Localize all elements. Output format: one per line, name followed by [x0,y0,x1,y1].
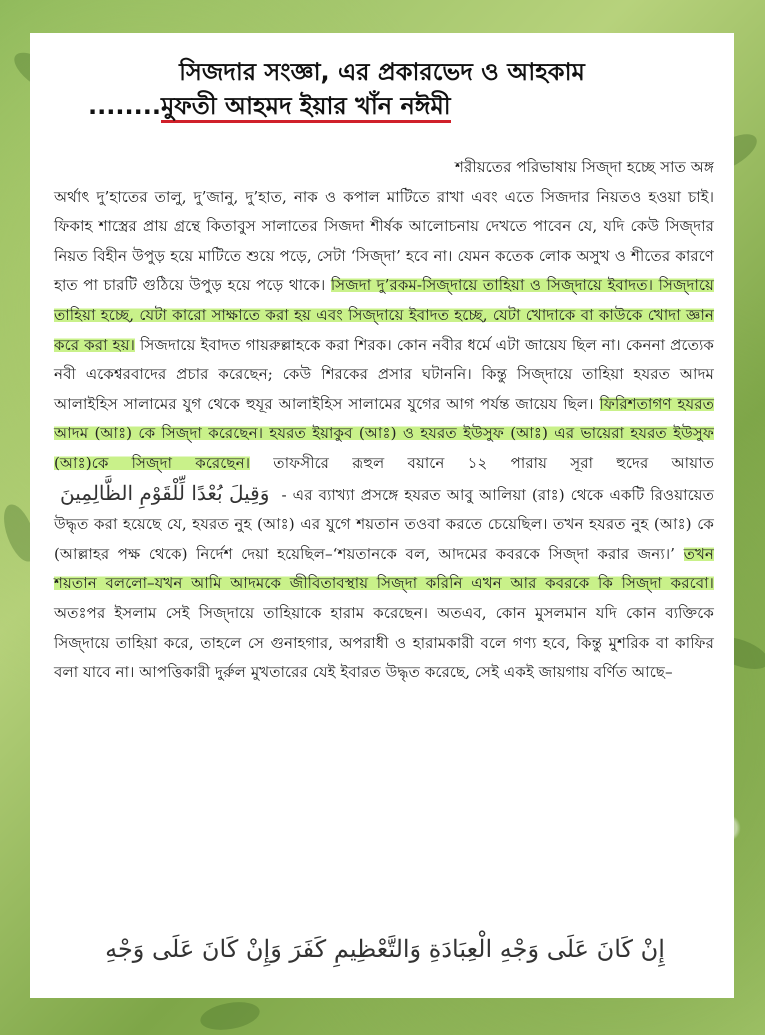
body-sentence-3: সিজদায়ে ইবাদত গায়রুল্লাহকে করা শিরক। কোন নবীর ধর্মে এটা জায়েয ছিল না। কেননা প্রত্যেক নবী একেশ্বরবাদের প্রচার করেছেন; কেউ শিরকের প্রসার ঘটাননি। কিন্তু সিজ্দায়ে তাহিয়া হযরত আদম আলাইহিস সালামের যুগ থেকে হুযূর আলাইহিস সালামের যুগের আগ পর্যন্ত জায়েয ছিল। [54,335,715,413]
verse-dash: - [281,485,287,504]
highlighted-passage-2: ফিরিশতাগণ হযরত আদম (আঃ) কে সিজ্দা করেছেন। হযরত ইয়াকুব (আঃ) ও হযরত ইউসুফ (আঃ) এর ভায়েরা হযরত ইউসুফ (আঃ)কে সিজ্দা করেছেন। [54,394,715,472]
body-sentence-5: এর ব্যাখ্যা প্রসঙ্গে হযরত আবু আলিয়া (রাঃ) থেকে একটি রিওয়ায়েত উদ্ধৃত করা হয়েছে যে, হযরত নুহ (আঃ) এর যুগে শয়তান তওবা করতে চেয়েছিল। তখন হযরত নুহ (আঃ) কে (আল্লাহর পক্ষ থেকে) নির্দেশ দেয়া হয়েছিল–‘শয়তানকে বল, আদমের কবরকে সিজ্দা করার জন্য।’ [54,485,715,563]
arabic-verse-inline: وَقِيلَ بُعْدًا لِّلْقَوْمِ الظَّالِمِينَ [60,480,270,505]
document-page [30,33,734,998]
title-dots: ........ [88,92,161,120]
highlighted-passage-3: তখন শয়তান বললো–যখন আমি আদমকে জীবিতাবস্থায় সিজ্দা করিনি এখন আর কবরকে কি সিজ্দা করবো। [54,544,714,593]
article-body [54,153,714,688]
highlighted-passage-1: সিজদা দু’রকম-সিজ্দায়ে তাহিয়া ও সিজ্দায়ে ইবাদত। সিজ্দায়ে তাহিয়া হচ্ছে, যেটা কারো সাক্ষাতে করা হয় এবং সিজ্দায়ে ইবাদত হচ্ছে, যেটা খোদাকে বা কাউকে খোদা জ্ঞান করে করা হয়। [54,276,714,354]
background-leaf [198,998,262,1034]
arabic-quote-final: إِنْ كَانَ عَلَى وَجْهِ الْعِبَادَةِ وَالتَّعْظِيمِ كَفَرَ وَإِنْ كَانَ عَلَى وَجْهِ [105,935,665,963]
body-sentence-4: তাফসীরে রূহুল বয়ানে ১২ পারায় সূরা হুদের আয়াত [273,453,715,472]
body-sentence-1: শরীয়তের পরিভাষায় সিজ্দা হচ্ছে সাত অঙ্গ [455,158,714,176]
author-name: মুফতী আহমদ ইয়ার খাঁন নঈমী [161,92,451,123]
page-title: সিজদার সংজ্ঞা, এর প্রকারভেদ ও আহকাম [179,58,585,86]
title-block [30,55,734,123]
author-line [30,89,734,123]
body-sentence-6: অতঃপর ইসলাম সেই সিজ্দায়ে তাহিয়াকে হারাম করেছেন। অতএব, কোন মুসলমান যদি কোন ব্যক্তিকে সিজ্দায়ে তাহিয়া করে, তাহলে সে গুনাহগার, অপরাধী ও হারামকারী বলে গণ্য হবে, কিন্তু মুশরিক বা কাফির বলা যাবে না। আপত্তিকারী দুর্রুল মুখতারের যেই ইবারত উদ্ধৃত করেছে, সেই একই জায়গায় বর্ণিত আছে– [54,603,714,682]
body-sentence-2: অর্থাৎ দু’হাতের তালু, দু’জানু, দু’হাত, নাক ও কপাল মাটিতে রাখা এবং এতে সিজদার নিয়তও হওয়া চাই। ফিকাহ শাস্ত্রের প্রায় গ্রন্থে কিতাবুস সালাতের সিজদা শীর্ষক আলোচনায় দেখতে পাবেন যে, যদি কেউ সিজ্দার নিয়ত বিহীন উপুড় হয়ে মাটিতে শুয়ে পড়ে, সেটা ‘সিজ্দা’ হবে না। যেমন কতেক লোক অসুখ ও শীতের কারণে হাত পা চারটি গুঠিয়ে উপুড় হয়ে পড়ে থাকে। [54,187,714,295]
